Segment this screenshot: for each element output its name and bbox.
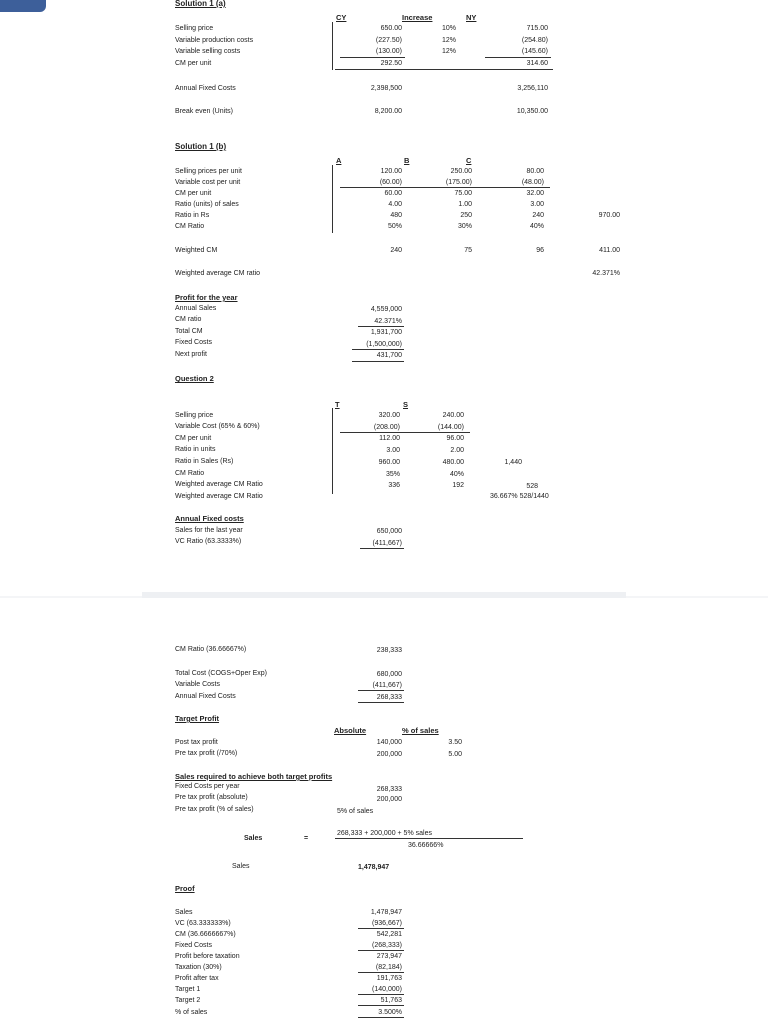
row-label: Target 1 <box>175 986 201 993</box>
c-value: 40% <box>529 223 544 230</box>
row-label: Taxation (30%) <box>175 964 222 971</box>
absolute-value: 140,000 <box>376 739 402 746</box>
b-value: 75 <box>464 247 472 254</box>
c-value: 240 <box>532 212 544 219</box>
a-value: (60.00) <box>379 179 402 186</box>
t-value: 35% <box>385 471 400 478</box>
extra-value: 528 <box>526 483 538 490</box>
row-label: CM Ratio <box>175 223 205 230</box>
sales-req-value: 268,333 <box>376 786 402 793</box>
increase-value: 10% <box>441 25 456 32</box>
s-value: 240.00 <box>442 412 464 419</box>
proof-value: 51,763 <box>380 997 402 1004</box>
row-label: Pre tax profit (/70%) <box>175 750 238 757</box>
cy-value: (227.50) <box>375 37 402 44</box>
formula-label: Sales <box>244 835 263 842</box>
subtotal-rule <box>358 1005 404 1006</box>
proof-value: (140,000) <box>372 986 402 993</box>
column-divider <box>332 22 333 70</box>
cost-value: 680,000 <box>376 671 402 678</box>
c-value: 32.00 <box>526 190 544 197</box>
a-value: 120.00 <box>380 168 402 175</box>
section-title-sales-required: Sales required to achieve both target profits <box>175 772 333 781</box>
total-rule <box>335 69 553 70</box>
row-label: Selling price <box>175 25 214 32</box>
col-header-increase: Increase <box>402 13 433 22</box>
row-label: Ratio in Sales (Rs) <box>175 458 234 465</box>
proof-value: 273,947 <box>376 953 402 960</box>
c-value: 96 <box>536 247 544 254</box>
row-label: Weighted CM <box>175 247 218 254</box>
a-value: 240 <box>390 247 402 254</box>
row-label: Variable Cost (65% & 60%) <box>175 423 260 430</box>
column-divider <box>332 408 333 494</box>
section-title-target-profit: Target Profit <box>175 714 220 723</box>
subtotal-rule <box>340 57 405 58</box>
row-label: CM per unit <box>175 435 212 442</box>
row-label: Variable production costs <box>175 37 254 44</box>
proof-value: (268,333) <box>372 942 402 949</box>
row-label: Ratio (units) of sales <box>175 201 239 208</box>
total-rule <box>358 702 404 703</box>
row-label: Annual Fixed Costs <box>175 693 236 700</box>
b-value: 75.00 <box>454 190 472 197</box>
row-label: Weighted average CM ratio <box>175 270 261 277</box>
row-label: Fixed Costs <box>175 942 212 949</box>
row-label: Selling prices per unit <box>175 168 242 175</box>
cy-value: 292.50 <box>380 60 402 67</box>
subtotal-rule <box>358 972 404 973</box>
row-label: Selling price <box>175 412 214 419</box>
subtotal-rule <box>340 432 470 433</box>
afc-value: 650,000 <box>376 528 402 535</box>
row-label: Profit before taxation <box>175 953 240 960</box>
row-label: Weighted average CM Ratio <box>175 493 263 500</box>
profit-value: 4,559,000 <box>370 306 402 313</box>
absolute-value: 200,000 <box>376 751 402 758</box>
t-value: 320.00 <box>378 412 400 419</box>
subtotal-rule <box>340 187 550 188</box>
increase-value: 12% <box>441 37 456 44</box>
subtotal-rule <box>358 326 404 327</box>
profit-value: 42.371% <box>374 318 402 325</box>
row-label: Annual Fixed Costs <box>175 85 236 92</box>
col-header-absolute: Absolute <box>334 726 367 735</box>
section-title-proof: Proof <box>175 884 195 893</box>
section-title-solution-1a: Solution 1 (a) <box>175 0 226 8</box>
row-label: Post tax profit <box>175 739 218 746</box>
subtotal-rule <box>358 928 404 929</box>
t-value: 336 <box>388 482 400 489</box>
col-header-ny: NY <box>466 13 477 22</box>
row-label: Next profit <box>175 351 207 358</box>
page-tab-marker <box>0 0 46 12</box>
t-value: 960.00 <box>378 459 400 466</box>
sales-req-value: 5% of sales <box>337 808 374 815</box>
proof-value: 191,763 <box>376 975 402 982</box>
increase-value: 12% <box>441 48 456 55</box>
row-label: Annual Sales <box>175 305 217 312</box>
b-value: 250 <box>460 212 472 219</box>
cy-value: (130.00) <box>375 48 402 55</box>
row-label: CM (36.6666667%) <box>175 931 236 938</box>
b-value: 30% <box>457 223 472 230</box>
total-rule <box>352 361 404 362</box>
extra-value: 1,440 <box>504 459 522 466</box>
worksheet-page-2 <box>0 598 768 1024</box>
row-label: CM per unit <box>175 190 212 197</box>
section-title-solution-1b: Solution 1 (b) <box>175 142 227 151</box>
row-label: Fixed Costs per year <box>175 783 240 790</box>
row-label: Pre tax profit (% of sales) <box>175 806 254 813</box>
row-label: Ratio in units <box>175 446 216 453</box>
ny-value: 3,256,110 <box>517 85 548 92</box>
a-value: 60.00 <box>384 190 402 197</box>
section-title-annual-fixed-costs: Annual Fixed costs <box>175 514 244 523</box>
a-value: 4.00 <box>388 201 402 208</box>
row-label: Total CM <box>175 328 203 335</box>
fraction-bar <box>335 838 523 839</box>
row-label: CM ratio <box>175 316 202 323</box>
cm-ratio-value: 238,333 <box>376 647 402 654</box>
proof-value: (936,667) <box>372 920 402 927</box>
row-label: Ratio in Rs <box>175 212 210 219</box>
section-title-question-2: Question 2 <box>175 374 214 383</box>
sales-req-value: 200,000 <box>376 796 402 803</box>
row-label: VC (63.333333%) <box>175 920 231 927</box>
subtotal-rule <box>358 950 404 951</box>
row-label: Pre tax profit (absolute) <box>175 794 248 801</box>
row-label: Break even (Units) <box>175 108 233 115</box>
col-header-s: S <box>403 400 409 409</box>
a-value: 50% <box>387 223 402 230</box>
profit-value: 1,931,700 <box>370 329 402 336</box>
cost-value: (411,667) <box>372 682 402 689</box>
s-value: 40% <box>449 471 464 478</box>
col-header-b: B <box>404 156 410 165</box>
row-label: Total Cost (COGS+Oper Exp) <box>175 670 268 677</box>
row-label: CM Ratio (36.66667%) <box>175 646 247 653</box>
proof-value: 3.500% <box>378 1009 402 1016</box>
row-label: CM per unit <box>175 60 212 67</box>
proof-value: 1,478,947 <box>370 909 402 916</box>
col-header-c: C <box>466 156 472 165</box>
total-value: 411.00 <box>599 247 620 254</box>
b-value: (175.00) <box>445 179 472 186</box>
proof-value: (82,184) <box>375 964 402 971</box>
c-value: (48.00) <box>521 179 544 186</box>
cost-value: 268,333 <box>376 694 402 701</box>
t-value: 112.00 <box>379 435 400 442</box>
subtotal-rule <box>485 57 551 58</box>
subtotal-rule <box>358 994 404 995</box>
equals-sign: = <box>304 835 309 842</box>
ny-value: 10,350.00 <box>516 108 548 115</box>
formula-numerator: 268,333 + 200,000 + 5% sales <box>337 830 432 837</box>
row-label: VC Ratio (63.3333%) <box>175 538 242 545</box>
t-value: (208.00) <box>373 424 400 431</box>
a-value: 480 <box>390 212 402 219</box>
extra-value: 36.667% 528/1440 <box>490 493 549 500</box>
row-label: Target 2 <box>175 997 201 1004</box>
col-header-t: T <box>335 400 340 409</box>
profit-value: 431,700 <box>376 352 402 359</box>
cy-value: 8,200.00 <box>374 108 402 115</box>
row-label: Variable selling costs <box>175 48 241 55</box>
row-label: Fixed Costs <box>175 339 212 346</box>
c-value: 80.00 <box>526 168 544 175</box>
subtotal-rule <box>352 349 404 350</box>
row-label: Sales <box>232 863 250 870</box>
total-value: 970.00 <box>598 212 620 219</box>
ny-value: 715.00 <box>526 25 548 32</box>
row-label: Profit after tax <box>175 975 219 982</box>
subtotal-rule <box>360 548 404 549</box>
row-label: Sales <box>175 909 193 916</box>
row-label: Sales for the last year <box>175 527 243 534</box>
ny-value: (254.80) <box>521 37 548 44</box>
sales-result-value: 1,478,947 <box>358 864 390 871</box>
row-label: Variable cost per unit <box>175 179 241 186</box>
ny-value: (145.60) <box>521 48 548 55</box>
s-value: (144.00) <box>437 424 464 431</box>
row-label: CM Ratio <box>175 470 205 477</box>
col-header-a: A <box>336 156 342 165</box>
s-value: 96.00 <box>446 435 464 442</box>
total-rule <box>358 1017 404 1018</box>
t-value: 3.00 <box>386 447 400 454</box>
formula-denominator: 36.66666% <box>408 842 444 849</box>
profit-value: (1,500,000) <box>366 341 402 348</box>
section-title-profit: Profit for the year <box>175 293 238 302</box>
s-value: 192 <box>452 482 464 489</box>
c-value: 3.00 <box>530 201 544 208</box>
row-label: % of sales <box>175 1009 208 1016</box>
percent-value: 3.50 <box>448 739 462 746</box>
column-divider <box>332 165 333 233</box>
ny-value: 314.60 <box>526 60 548 67</box>
row-label: Weighted average CM Ratio <box>175 481 263 488</box>
col-header-percent-of-sales: % of sales <box>402 726 439 735</box>
cy-value: 2,398,500 <box>370 85 402 92</box>
b-value: 1.00 <box>458 201 472 208</box>
percent-value: 5.00 <box>448 751 462 758</box>
cy-value: 650.00 <box>380 25 402 32</box>
subtotal-rule <box>358 690 404 691</box>
s-value: 2.00 <box>450 447 464 454</box>
col-header-cy: CY <box>336 13 347 22</box>
proof-value: 542,281 <box>376 931 402 938</box>
total-value: 42.371% <box>592 270 620 277</box>
row-label: Variable Costs <box>175 681 221 688</box>
afc-value: (411,667) <box>372 540 402 547</box>
b-value: 250.00 <box>450 168 472 175</box>
s-value: 480.00 <box>442 459 464 466</box>
